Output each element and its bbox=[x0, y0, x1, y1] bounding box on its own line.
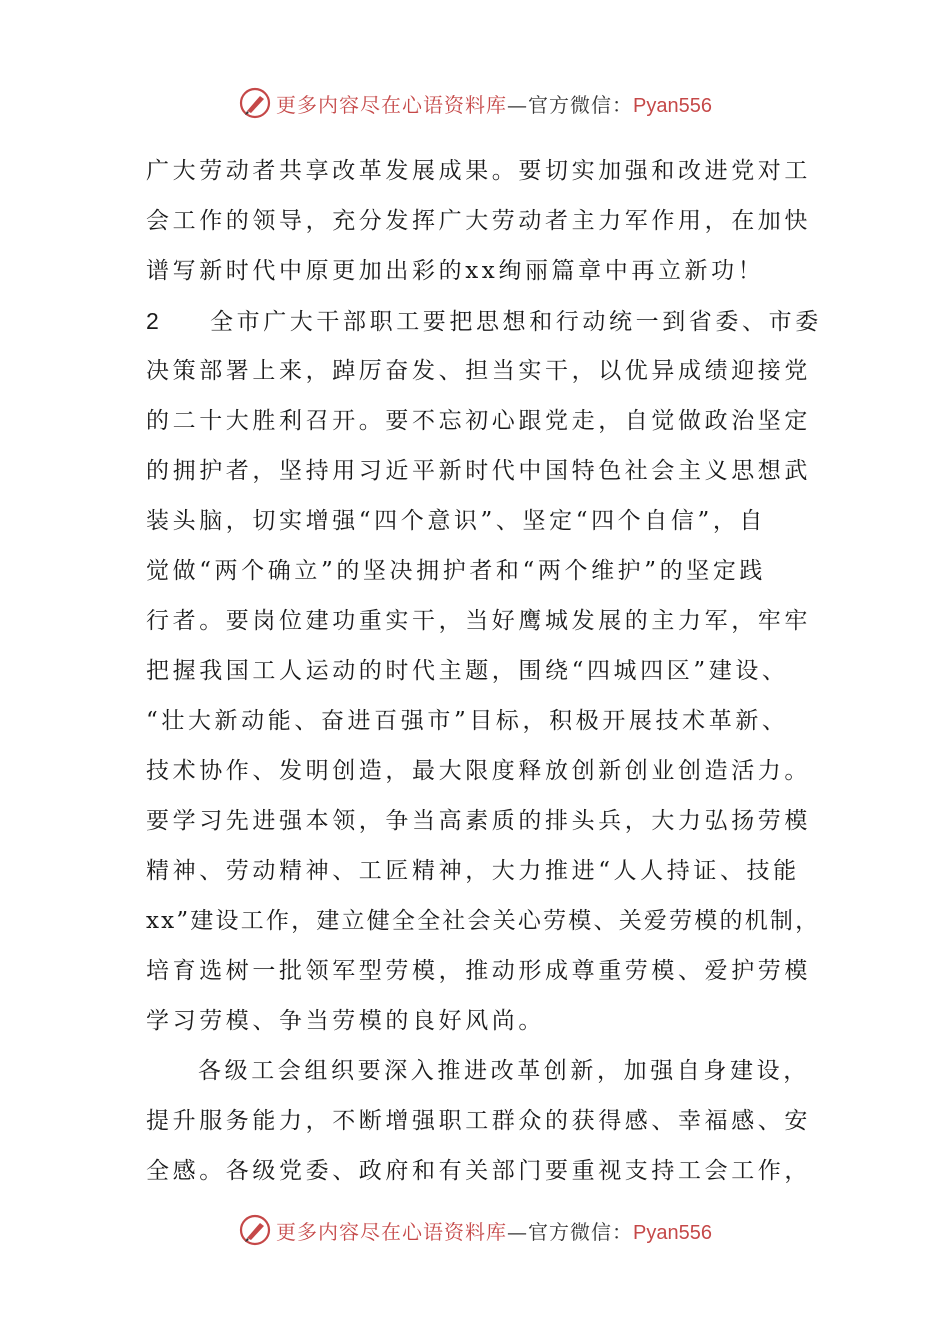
text-line: 行者。要岗位建功重实干，当好鹰城发展的主力军，牢牢 bbox=[146, 608, 811, 634]
text-line: 把握我国工人运动的时代主题，围绕“四城四区”建设、 bbox=[146, 658, 789, 684]
text-line: 全感。各级党委、政府和有关部门要重视支持工会工作， bbox=[146, 1158, 811, 1184]
text-line: 学习劳模、争当劳模的良好风尚。 bbox=[146, 1008, 545, 1034]
text-line: 培育选树一批领军型劳模，推动形成尊重劳模、爱护劳模 bbox=[146, 958, 811, 984]
document-body bbox=[146, 146, 822, 1196]
text-line: 的拥护者，坚持用习近平新时代中国特色社会主义思想武 bbox=[146, 458, 811, 484]
banner-main-text: 更多内容尽在心语资料库 bbox=[276, 92, 508, 117]
text-line: 精神、劳动精神、工匠精神，大力推进“人人持证、技能 bbox=[146, 858, 800, 884]
text-line: 广大劳动者共享改革发展成果。要切实加强和改进党对工 bbox=[146, 158, 811, 184]
text-line: 会工作的领导，充分发挥广大劳动者主力军作用，在加快 bbox=[146, 208, 811, 234]
text-line: 要学习先进强本领，争当高素质的排头兵，大力弘扬劳模 bbox=[146, 808, 811, 834]
text-line: 技术协作、发明创造，最大限度释放创新创业创造活力。 bbox=[146, 758, 811, 784]
pen-logo-icon bbox=[238, 1213, 272, 1247]
banner-dash: — bbox=[507, 92, 529, 117]
watermark-banner-top bbox=[0, 83, 950, 123]
banner-wechat-id: Pyan556 bbox=[633, 94, 712, 117]
text-line: 谱写新时代中原更加出彩的xx绚丽篇章中再立新功！ bbox=[146, 258, 765, 284]
text-line: 提升服务能力，不断增强职工群众的获得感、幸福感、安 bbox=[146, 1108, 811, 1134]
text-line: “壮大新动能、奋进百强市”目标，积极开展技术革新、 bbox=[146, 708, 789, 734]
banner-label: 官方微信： bbox=[528, 1219, 634, 1244]
banner-main-text: 更多内容尽在心语资料库 bbox=[276, 1219, 508, 1244]
text-line: 装头脑，切实增强“四个意识”、坚定“四个自信”，自 bbox=[146, 508, 767, 534]
paragraph-number: 2 bbox=[146, 308, 159, 334]
banner-wechat-id: Pyan556 bbox=[633, 1221, 712, 1244]
watermark-banner-bottom bbox=[0, 1210, 950, 1250]
text-line: 觉做“两个确立”的坚决拥护者和“两个维护”的坚定践 bbox=[146, 558, 767, 584]
banner-label: 官方微信： bbox=[528, 92, 634, 117]
text-line: 各级工会组织要深入推进改革创新，加强自身建设， bbox=[198, 1058, 810, 1084]
text-line: 决策部署上来，踔厉奋发、担当实干，以优异成绩迎接党 bbox=[146, 358, 811, 384]
pen-logo-icon bbox=[238, 86, 272, 120]
text-line: 2 全市广大干部职工要把思想和行动统一到省委、市委 bbox=[146, 296, 806, 346]
text-line: 的二十大胜利召开。要不忘初心跟党走，自觉做政治坚定 bbox=[146, 408, 811, 434]
text-line: xx”建设工作，建立健全全社会关心劳模、关爱劳模的机制， bbox=[146, 908, 821, 934]
banner-dash: — bbox=[507, 1219, 529, 1244]
